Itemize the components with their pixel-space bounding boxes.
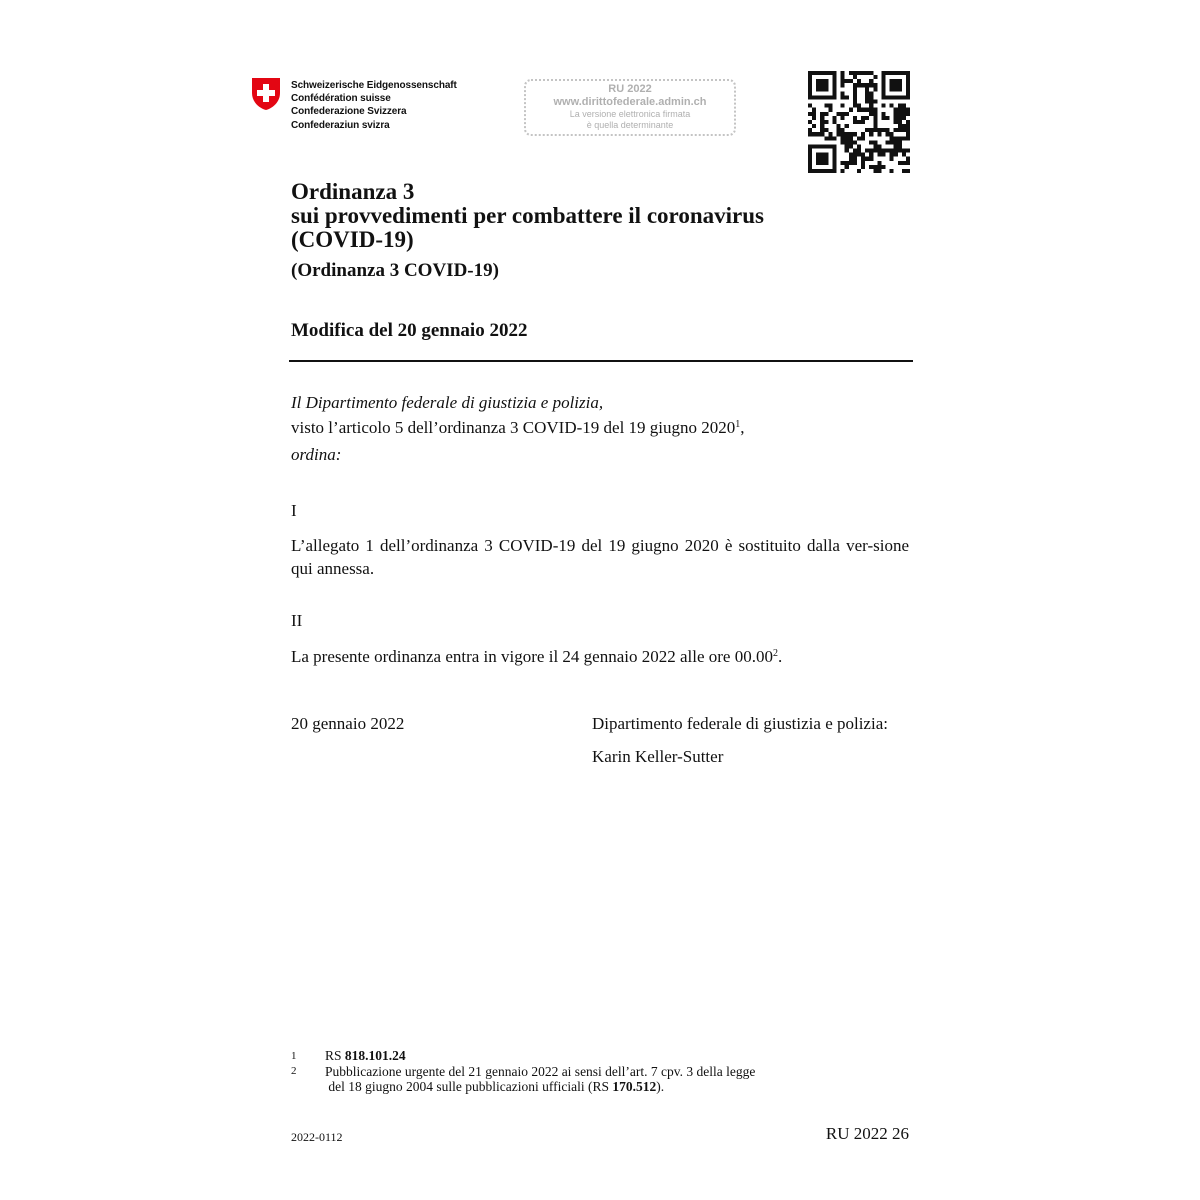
stamp-note-1: La versione elettronica firmata [569,109,691,119]
confederation-line-it: Confederazione Svizzera [291,106,407,118]
footnote-1-prefix: RS [325,1048,345,1063]
footnote-ref-1[interactable]: 1 [735,419,741,430]
confederation-line-fr: Confédération suisse [291,93,391,105]
signature-date: 20 gennaio 2022 [291,714,405,733]
qr-code-icon [808,71,910,173]
section-text-2-body: La presente ordinanza entra in vigore il 24 gennaio 2022 alle ore 00.00 [291,647,773,666]
footnote-1-text [325,1048,406,1063]
footnote-2-ref[interactable]: 170.512 [612,1079,657,1094]
section-text-2 [291,645,782,669]
page-reference: RU 2022 26 [825,1124,909,1143]
title-line-3: (COVID-19) [291,227,414,252]
amendment-date: Modifica del 20 gennaio 2022 [291,320,528,341]
official-publication-stamp [524,79,736,136]
footnote-1-number: 1 [291,1050,297,1062]
footnote-2-prefix: del 18 giugno 2004 sulle pubblicazioni ufficiali (RS [328,1079,613,1094]
title-divider [289,360,913,362]
footnote-2-line-2 [325,1079,664,1094]
footnote-2 [291,1062,297,1079]
title-line-1: Ordinanza 3 [291,179,415,204]
footnote-ref-2[interactable]: 2 [772,648,778,659]
section-text-2-end: . [777,647,783,666]
stamp-website: www.dirittofederale.admin.ch [553,96,707,108]
title-line-2: sui provvedimenti per combattere il coronavirus [291,203,764,228]
footnote-2-suffix: ). [656,1079,665,1094]
section-number-2: II [291,611,303,630]
confederation-line-rm: Confederaziun svizra [291,119,390,131]
signature-signer: Karin Keller-Sutter [592,747,724,766]
section-text-1: L’allegato 1 dell’ordinanza 3 COVID-19 del 19 giugno 2020 è sostituito dalla ver-sione qui annessa. [291,536,909,578]
footnote-1-ref[interactable]: 818.101.24 [344,1048,406,1063]
short-title: (Ordinanza 3 COVID-19) [291,260,499,281]
preamble-legal-basis-text: visto l’articolo 5 dell’ordinanza 3 COVID-19 del 19 giugno 2020 [291,418,736,437]
confederation-line-de: Schweizerische Eidgenossenschaft [291,80,457,91]
signature-department: Dipartimento federale di giustizia e polizia: [592,714,888,733]
document-title [291,180,764,252]
preamble-decree: ordina: [291,445,342,464]
footnote-2-line-1: Pubblicazione urgente del 21 gennaio 2022 ai sensi dell’art. 7 cpv. 3 della legge [325,1064,756,1079]
preamble-legal-basis [291,416,745,440]
preamble-authority: Il Dipartimento federale di giustizia e polizia, [291,393,604,412]
swiss-coat-of-arms-icon [251,77,281,111]
stamp-collection: RU 2022 [608,83,652,95]
section-number-1: I [291,501,297,520]
preamble-legal-basis-end: , [740,418,745,437]
document-number: 2022-0112 [291,1130,343,1144]
footnote-2-number: 2 [291,1065,297,1077]
stamp-note-2: è quella determinante [586,120,674,130]
confederation-name [291,79,457,132]
